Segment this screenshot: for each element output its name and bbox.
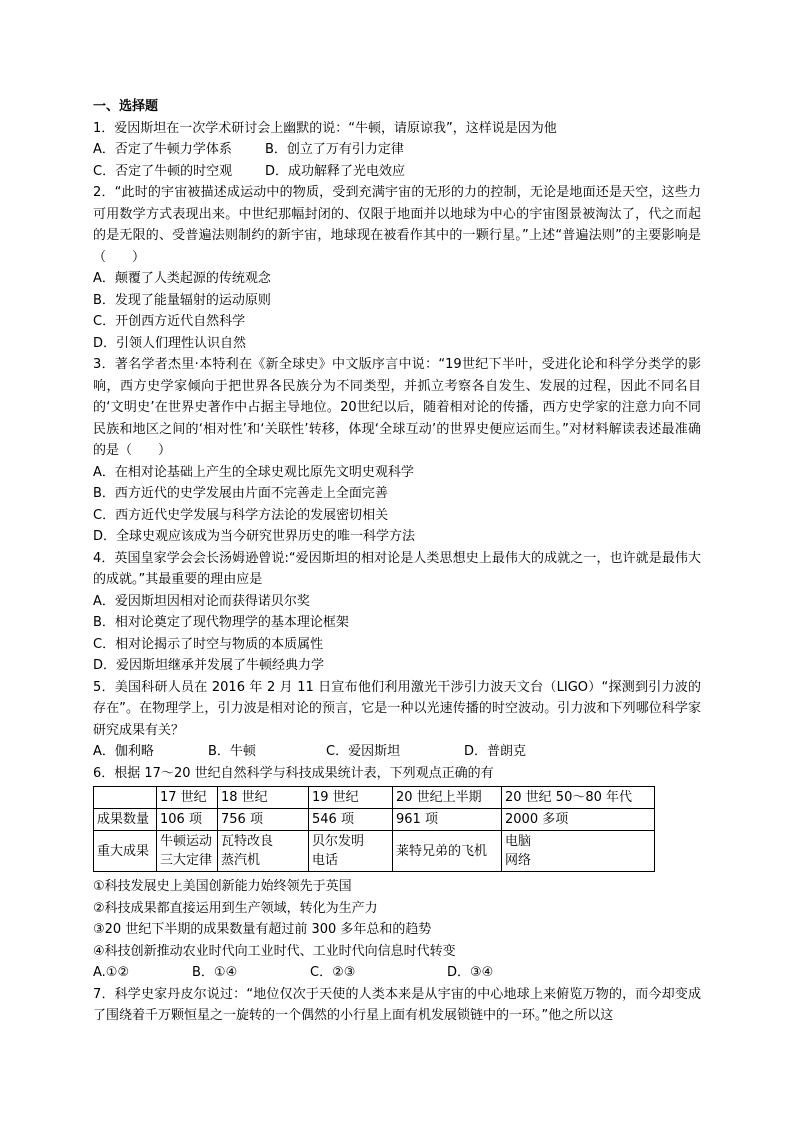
table-cell: 瓦特改良 蒸汽机 xyxy=(218,831,309,872)
option-d: D．成功解释了光电效应 xyxy=(265,163,406,179)
table-cell: 17 世纪 xyxy=(157,787,218,809)
option-a: A．在相对论基础上产生的全球史观比原先文明史观科学 xyxy=(93,464,414,480)
question-7 xyxy=(93,984,701,1027)
option-d: D．全球史观应该成为当今研究世界历史的唯一科学方法 xyxy=(93,529,416,544)
option-b: B．发现了能量辐射的运动原则 xyxy=(93,292,271,308)
statement-3: ③20 世纪下半期的成果数量有超过前 300 多年总和的趋势 xyxy=(93,922,432,937)
table-cell: 2000 多项 xyxy=(502,809,655,831)
table-row xyxy=(94,831,655,872)
option-c: C．开创西方近代自然科学 xyxy=(93,314,246,329)
table-cell: 20 世纪上半期 xyxy=(393,787,502,809)
exam-page xyxy=(93,96,701,1027)
option-a: A．否定了牛顿力学体系 xyxy=(93,142,232,157)
option-d: D．爱因斯坦继承并发展了牛顿经典力学 xyxy=(93,658,325,673)
option-b: B．西方近代的史学发展由片面不完善走上全面完善 xyxy=(93,486,388,501)
statement-4: ④科技创新推动农业时代向工业时代、工业时代向信息时代转变 xyxy=(93,943,456,959)
question-stem: 3．著名学者杰里·本特利在《新全球史》中文版序言中说：“19世纪下半叶，受进化论和科学分类学的影响，西方史学家倾向于把世界各民族分为不同类型，并抓立考察各自发生、发展的过程，因此不同名目的‘文明史’在世界史著作中占据主导地位。20世纪以后，随着相对论的传播，西方史学家的注意力向不同民族和地区之间的‘相对性’和‘关联性’转移，体现‘全球互动’的世界史便应运而生。”对材料解读表述最准确的是（ ） xyxy=(93,357,701,458)
table-cell: 106 项 xyxy=(157,809,218,831)
option-a: A．伽利略 xyxy=(93,744,154,759)
question-6 xyxy=(93,763,701,984)
table-cell: 重大成果 xyxy=(94,831,157,872)
option-c: C．西方近代史学发展与科学方法论的发展密切相关 xyxy=(93,507,389,523)
option-d: D．引领人们理性认识自然 xyxy=(93,335,247,351)
question-stem: 1．爱因斯坦在一次学术研讨会上幽默的说：“牛顿，请原谅我”，这样说是因为他 xyxy=(93,120,557,136)
table-cell: 成果数量 xyxy=(94,809,157,831)
table-cell: 贝尔发明 电话 xyxy=(309,831,393,872)
option-c: C．相对论揭示了时空与物质的本质属性 xyxy=(93,636,324,652)
option-d: D．普朗克 xyxy=(464,744,527,759)
question-stem: 7．科学史家丹皮尔说过：“地位仅次于天使的人类本来是从宇宙的中心地球上来俯览万物的，而今却变成了围绕着千万颗恒星之一旋转的一个偶然的小行星上面有机发展锁链中的一环。”他之所以这 xyxy=(93,986,701,1023)
option-b: B．①④ xyxy=(192,965,238,980)
table-cell: 756 项 xyxy=(218,809,309,831)
question-3 xyxy=(93,354,701,548)
table-cell: 电脑 网络 xyxy=(502,831,655,872)
question-2 xyxy=(93,182,701,354)
option-d: D．③④ xyxy=(447,965,494,980)
question-stem: 2．“此时的宇宙被描述成运动中的物质，受到充满宇宙的无形的力的控制，无论是地面还是天空，这些力可用数学方式表现出来。中世纪那幅封闭的、仅限于地面并以地球为中心的宇宙图景被淘汰了，代之而起的是无限的、受普遍法则制约的新宇宙，地球现在被看作其中的一颗行星。”上述“普遍法则”的主要影响是（ ） xyxy=(93,185,701,265)
option-c: C．否定了牛顿的时空观 xyxy=(93,163,233,179)
statistics-table xyxy=(93,786,655,872)
table-header-row xyxy=(94,787,655,809)
table-cell: 961 项 xyxy=(393,809,502,831)
question-5 xyxy=(93,677,701,763)
section-title: 一、选择题 xyxy=(93,99,159,114)
question-stem: 5．美国科研人员在 2016 年 2 月 11 日宣布他们利用激光干涉引力波天文台（LIGO）“探测到引力波的存在”。在物理学上，引力波是相对论的预言，它是一种以光速传播的时空波动。引力波和下列哪位科学家研究成果有关？ xyxy=(93,679,701,738)
statement-2: ②科技成果都直接运用到生产领域，转化为生产力 xyxy=(93,900,378,916)
statement-1: ①科技发展史上美国创新能力始终领先于英国 xyxy=(93,879,352,894)
question-1 xyxy=(93,118,701,183)
question-4 xyxy=(93,548,701,677)
table-cell: 20 世纪 50～80 年代 xyxy=(502,787,655,809)
table-cell: 牛顿运动 三大定律 xyxy=(157,831,218,872)
option-a: A.①② xyxy=(93,965,130,980)
option-c: C．②③ xyxy=(310,965,356,980)
table-cell: 19 世纪 xyxy=(309,787,393,809)
table-cell xyxy=(94,787,157,809)
table-cell: 莱特兄弟的飞机 xyxy=(393,831,502,872)
table-cell: 18 世纪 xyxy=(218,787,309,809)
option-a: A．爱因斯坦因相对论而获得诺贝尔奖 xyxy=(93,593,310,609)
option-b: B．创立了万有引力定律 xyxy=(265,142,404,157)
question-stem: 6．根据 17～20 世纪自然科学与科技成果统计表，下列观点正确的有 xyxy=(93,765,494,781)
option-b: B．相对论奠定了现代物理学的基本理论框架 xyxy=(93,615,349,630)
option-c: C．爱因斯坦 xyxy=(326,744,401,759)
option-a: A．颠覆了人类起源的传统观念 xyxy=(93,271,271,286)
table-cell: 546 项 xyxy=(309,809,393,831)
option-b: B．牛顿 xyxy=(208,744,256,759)
table-row xyxy=(94,809,655,831)
question-stem: 4．英国皇家学会会长汤姆逊曾说:“爱因斯坦的相对论是人类思想史上最伟大的成就之一，也许就是最伟大的成就。”其最重要的理由应是 xyxy=(93,550,701,587)
